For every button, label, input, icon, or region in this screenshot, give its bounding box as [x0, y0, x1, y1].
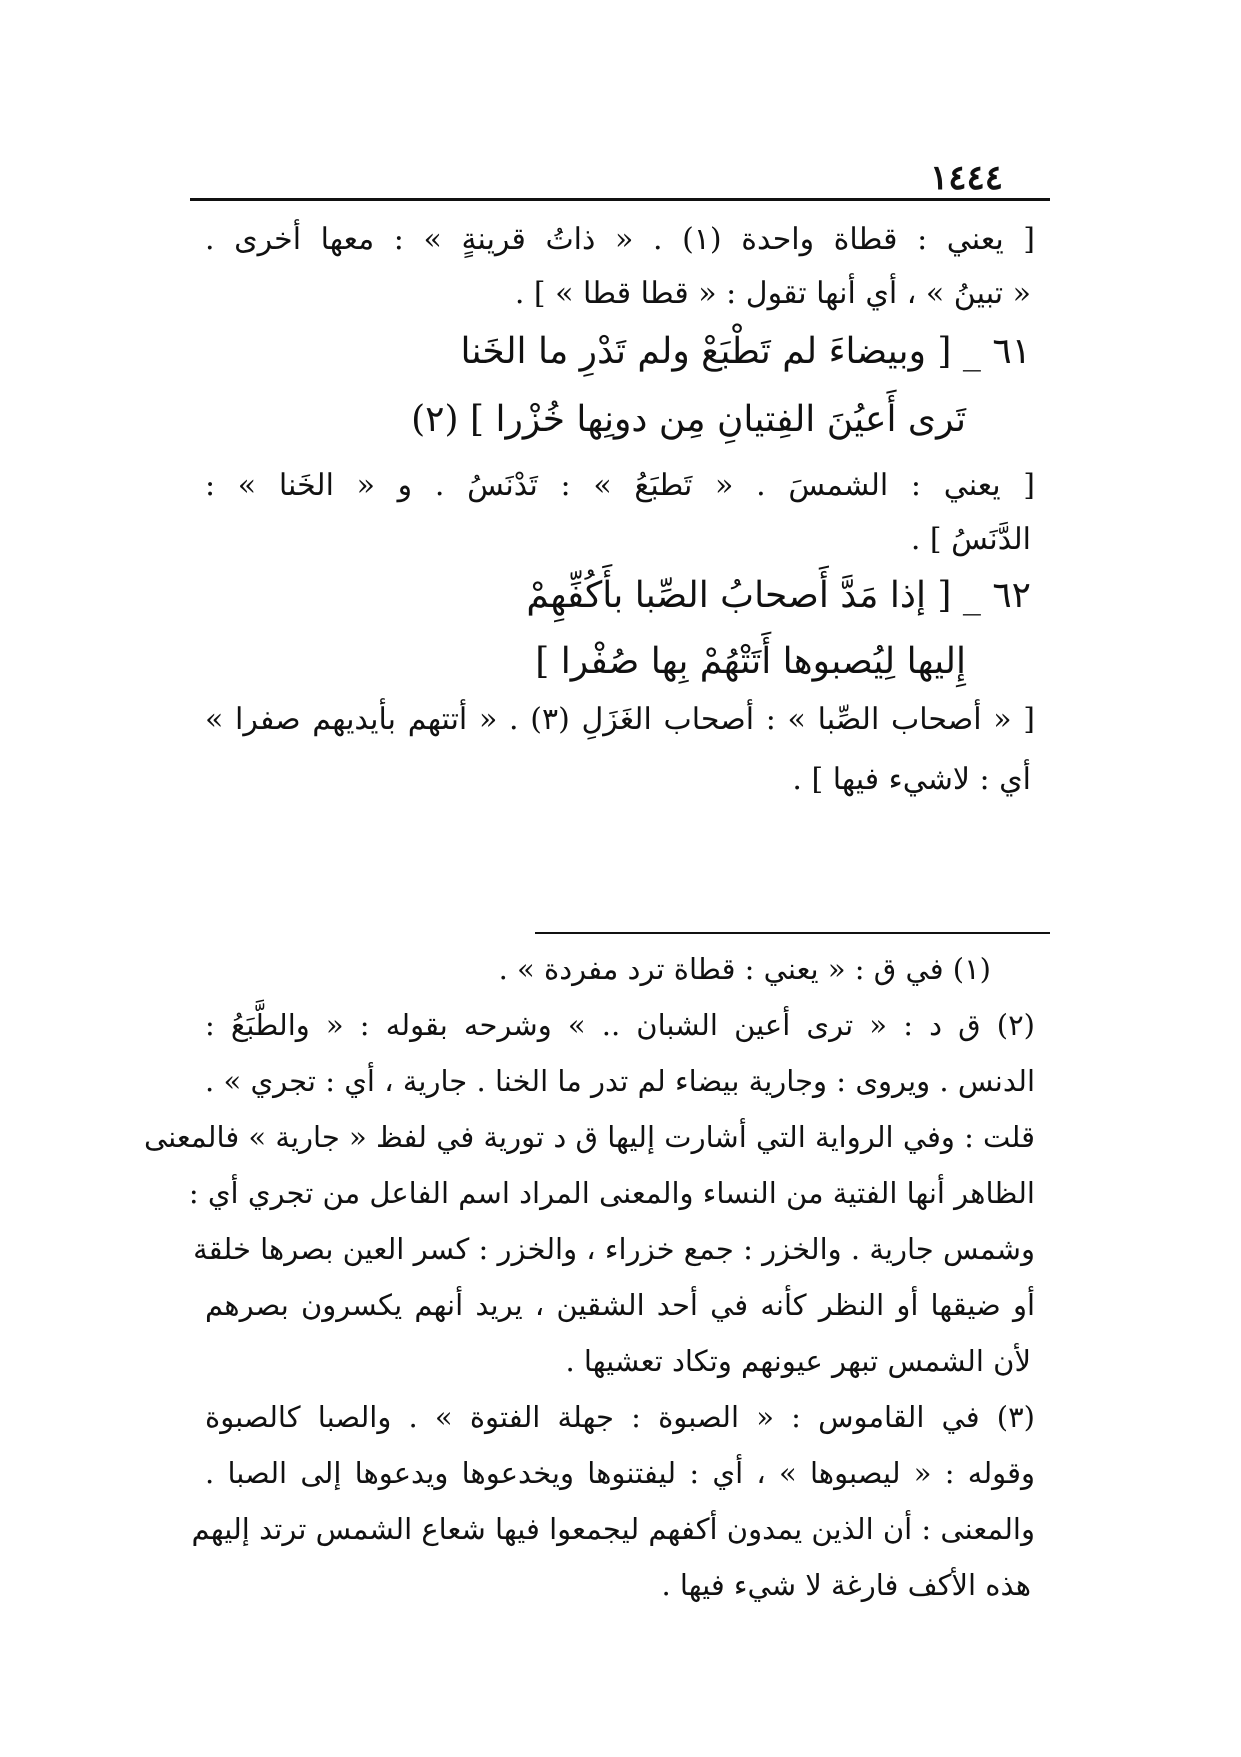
- footnote-line: هذه الأكف فارغة لا شيء فيها .: [661, 1568, 1031, 1602]
- main-text-line: [ يعني : قطاة واحدة (١) . « ذاتُ قرينةٍ » : معها أخرى .: [205, 222, 1035, 257]
- footnote-line: (٢) ق د : « ترى أعين الشبان .. » وشرحه بقوله : « والطَّبَعُ :: [205, 1008, 1035, 1042]
- main-text-line: الدَّنَسُ ] .: [910, 522, 1031, 557]
- footnote-line: وشمس جارية . والخزر : جمع خزراء ، والخزر : كسر العين بصرها خلقة: [193, 1232, 1035, 1266]
- footnote-line: أو ضيقها أو النظر كأنه في أحد الشقين ، يريد أنهم يكسرون بصرهم: [205, 1288, 1035, 1322]
- footnote-line: الظاهر أنها الفتية من النساء والمعنى المراد اسم الفاعل من تجري أي :: [188, 1176, 1035, 1210]
- main-text-line: [ يعني : الشمسَ . « تَطبَعُ » : تَدْنَسُ . و « الخَنا » :: [205, 468, 1035, 503]
- footnote-line: الدنس . ويروى : وجارية بيضاء لم تدر ما الخنا . جارية ، أي : تجري » .: [205, 1064, 1035, 1098]
- footnote-line: (٣) في القاموس : « الصبوة : جهلة الفتوة » . والصبا كالصبوة: [205, 1400, 1035, 1434]
- verse-line: ٦٢ _ [ إذا مَدَّ أَصحابُ الصِّبا بأَكُفِّهِمْ: [526, 575, 1031, 616]
- verse-line: إِليها لِيُصبوها أَتَتْهُمْ بِها صُفْرا ]: [535, 641, 966, 682]
- footnote-rule: [535, 932, 1050, 934]
- footnote-line: لأن الشمس تبهر عيونهم وتكاد تعشيها .: [565, 1344, 1031, 1378]
- main-text-line: « تبينُ » ، أي أنها تقول : « قطا قطا » ] .: [514, 276, 1031, 311]
- main-text-line: [ « أصحاب الصِّبا » : أصحاب الغَزَلِ (٣) . « أتتهم بأيديهم صفرا »: [205, 702, 1035, 737]
- verse-line: تَرى أَعيُنَ الفِتيانِ مِن دونِها خُزْرا ] (٢): [411, 399, 966, 440]
- footnote-line: وقوله : « ليصبوها » ، أي : ليفتنوها ويخدعوها ويدعوها إلى الصبا .: [205, 1456, 1035, 1490]
- footnote-line: قلت : وفي الرواية التي أشارت إليها ق د تورية في لفظ « جارية » فالمعنى: [144, 1120, 1035, 1154]
- footnote-line: والمعنى : أن الذين يمدون أكفهم ليجمعوا فيها شعاع الشمس ترتد إليهم: [191, 1512, 1035, 1546]
- header-rule: [190, 198, 1050, 201]
- verse-line: ٦١ _ [ وبيضاءَ لم تَطْبَعْ ولم تَدْرِ ما الخَنا: [460, 331, 1031, 372]
- footnote-line: (١) في ق : « يعني : قطاة ترد مفردة » .: [498, 952, 991, 986]
- page-number: ١٤٤٤: [930, 158, 1004, 198]
- main-text-line: أي : لاشيء فيها ] .: [792, 762, 1031, 797]
